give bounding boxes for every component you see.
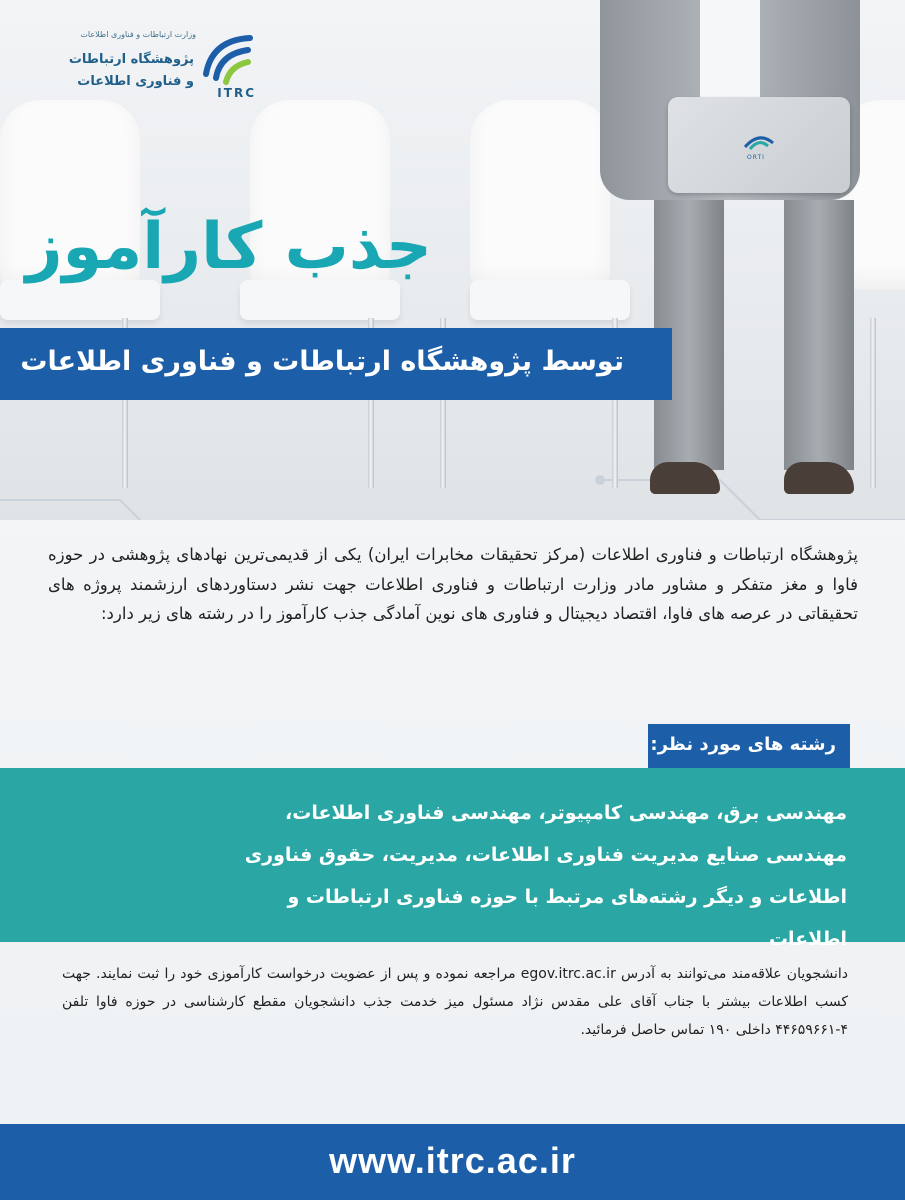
fields-label-tag (648, 724, 850, 768)
contact-paragraph: دانشجویان علاقه‌مند می‌توانند به آدرس egov.itrc.ac.ir مراجعه نموده و پس از عضویت درخواست کارآموزی خود را ثبت نمایند. جهت کسب اطلاعات بیشتر با جناب آقای علی مقدس نژاد مسئول میز خدمت جذب دانشجویان مقطع کارشناسی در حوزه فاوا تلفن ۴-۴۴۶۵۹۶۶۱ داخلی ۱۹۰ تماس حاصل فرمائید. (62, 966, 849, 1038)
laptop-logo-icon (741, 129, 777, 155)
page-title: جذب کارآموز (25, 210, 432, 284)
laptop (668, 97, 850, 193)
fields-list: مهندسی برق، مهندسی کامپیوتر، مهندسی فناوری اطلاعات، مهندسی صنایع مدیریت فناوری اطلاعات، مدیریت، حقوق فناوری اطلاعات و دیگر رشته‌های مرتبط با حوزه فناوری ارتباطات و اطلاعات (244, 802, 847, 950)
circuit-pattern (0, 440, 905, 520)
itrc-logo-icon (198, 30, 256, 90)
institute-name-line1: پژوهشگاه ارتباطات (68, 52, 194, 67)
institute-name-line2: و فناوری اطلاعات (77, 74, 194, 89)
itrc-logo[interactable] (56, 22, 256, 102)
chair-seat (470, 280, 630, 320)
fields-band (0, 768, 905, 950)
itrc-abbreviation: ITRC (217, 86, 256, 100)
person-shirt (700, 0, 760, 110)
subtitle: توسط پژوهشگاه ارتباطات و فناوری اطلاعات (20, 346, 624, 377)
intro-paragraph: پژوهشگاه ارتباطات و فناوری اطلاعات (مرکز تحقیقات مخابرات ایران) یکی از قدیمی‌ترین نهادهای پژوهشی در حوزه فاوا و مغز متفکر و مشاور مادر وزارت ارتباطات و فناوری اطلاعات جهت نشر دستاوردهای ارزشمند پروژه های تحقیقاتی در عرصه های فاوا، اقتصاد دیجیتال و فناوری های نوین آمادگی جذب کارآموز را در رشته های زیر دارد: (48, 545, 858, 623)
shoe (784, 462, 854, 494)
website-link[interactable]: www.itrc.ac.ir (329, 1140, 576, 1181)
chair (470, 100, 610, 290)
chair-seat (0, 280, 160, 320)
chair-leg (870, 318, 876, 488)
footer (0, 1124, 905, 1200)
ministry-name: وزارت ارتباطات و فناوری اطلاعات (80, 30, 196, 39)
laptop-logo-text: ORTI (747, 154, 765, 161)
shoe (650, 462, 720, 494)
subtitle-banner (0, 328, 672, 400)
chair-seat (240, 280, 400, 320)
person-leg (784, 200, 854, 470)
fields-label: رشته های مورد نظر: (650, 734, 836, 755)
